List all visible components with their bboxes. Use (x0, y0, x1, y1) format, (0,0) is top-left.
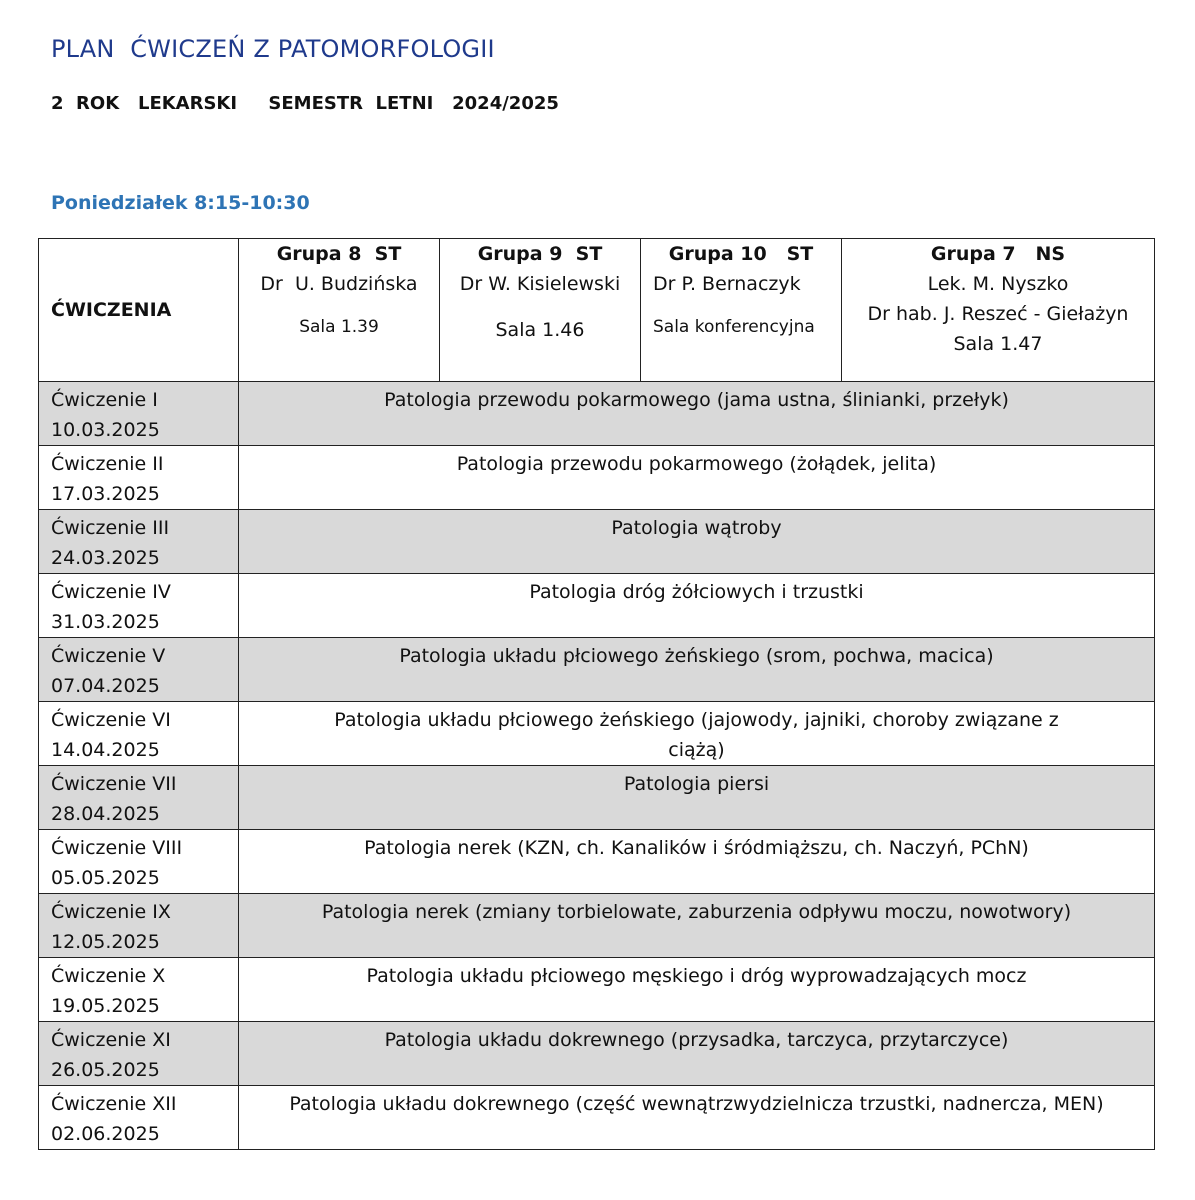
table-row (39, 638, 1155, 702)
topic-text: Patologia układu płciowego żeńskiego (srom, pochwa, macica) (399, 645, 994, 667)
topic-text: Patologia układu dokrewnego (część wewnątrzwydzielnicza trzustki, nadnercza, MEN) (289, 1093, 1104, 1115)
exercise-cell (39, 382, 239, 446)
exercise-name: Ćwiczenie VI (51, 709, 171, 731)
exercise-date: 05.05.2025 (51, 867, 160, 889)
topic-cell (239, 894, 1155, 958)
group-room: Sala 1.47 (953, 333, 1043, 355)
topic-cell (239, 382, 1155, 446)
schedule-body (39, 382, 1155, 1150)
exercise-name: Ćwiczenie VIII (51, 837, 183, 859)
topic-cell (239, 574, 1155, 638)
table-row (39, 958, 1155, 1022)
table-row (39, 702, 1155, 766)
group-name: Grupa 9 ST (477, 243, 603, 265)
group-header-cell (239, 239, 440, 382)
group-name: Grupa 8 ST (276, 243, 402, 265)
exercise-name: Ćwiczenie I (51, 389, 158, 411)
group-teacher: Dr hab. J. Reszeć - Giełażyn (867, 303, 1129, 325)
exercise-date: 19.05.2025 (51, 995, 160, 1017)
table-header-row (39, 239, 1155, 382)
table-row (39, 1086, 1155, 1150)
day-time-heading: Poniedziałek 8:15-10:30 (51, 192, 310, 214)
topic-text: Patologia układu płciowego męskiego i dróg wyprowadzających mocz (366, 965, 1027, 987)
exercise-date: 07.04.2025 (51, 675, 160, 697)
exercise-cell (39, 894, 239, 958)
group-name: Grupa 10 ST (668, 243, 814, 265)
table-row (39, 766, 1155, 830)
topic-cell (239, 958, 1155, 1022)
exercise-cell (39, 574, 239, 638)
exercise-date: 28.04.2025 (51, 803, 160, 825)
topic-text: Patologia dróg żółciowych i trzustki (529, 581, 864, 603)
topic-text: Patologia układu płciowego żeńskiego (jajowody, jajniki, choroby związane z (334, 709, 1059, 731)
exercise-name: Ćwiczenie IX (51, 901, 171, 923)
topic-text: ciążą) (668, 739, 725, 761)
topic-text: Patologia piersi (623, 773, 770, 795)
exercise-cell (39, 1086, 239, 1150)
exercises-column-header: ĆWICZENIA (39, 239, 239, 382)
group-teacher: Dr P. Bernaczyk (653, 273, 801, 295)
topic-cell (239, 1022, 1155, 1086)
table-row (39, 574, 1155, 638)
topic-text: Patologia układu dokrewnego (przysadka, tarczyca, przytarczyce) (384, 1029, 1009, 1051)
exercise-date: 02.06.2025 (51, 1123, 160, 1145)
group-room: Sala 1.39 (299, 317, 379, 337)
group-header-cell (641, 239, 842, 382)
exercise-cell (39, 958, 239, 1022)
group-header-cell (440, 239, 641, 382)
exercise-name: Ćwiczenie X (51, 965, 166, 987)
exercise-date: 31.03.2025 (51, 611, 160, 633)
topic-text: Patologia nerek (KZN, ch. Kanalików i śródmiąższu, ch. Naczyń, PChN) (364, 837, 1029, 859)
group-name: Grupa 7 NS (930, 243, 1066, 265)
group-teacher: Dr W. Kisielewski (459, 273, 621, 295)
table-row (39, 510, 1155, 574)
exercise-name: Ćwiczenie VII (51, 773, 177, 795)
group-header-cell (842, 239, 1155, 382)
exercise-name: Ćwiczenie IV (51, 581, 171, 603)
exercise-date: 24.03.2025 (51, 547, 160, 569)
group-teacher: Lek. M. Nyszko (927, 273, 1069, 295)
table-row (39, 382, 1155, 446)
exercise-date: 17.03.2025 (51, 483, 160, 505)
topic-cell (239, 638, 1155, 702)
exercise-date: 14.04.2025 (51, 739, 160, 761)
page-subtitle: 2 ROK LEKARSKI SEMESTR LETNI 2024/2025 (51, 93, 559, 114)
topic-cell (239, 510, 1155, 574)
topic-text: Patologia wątroby (611, 517, 782, 539)
exercise-name: Ćwiczenie V (51, 645, 166, 667)
table-row (39, 446, 1155, 510)
exercise-cell (39, 446, 239, 510)
topic-cell (239, 766, 1155, 830)
topic-text: Patologia przewodu pokarmowego (jama ustna, ślinianki, przełyk) (384, 389, 1009, 411)
exercise-cell (39, 830, 239, 894)
topic-cell (239, 830, 1155, 894)
page-title: PLAN ĆWICZEŃ Z PATOMORFOLOGII (51, 35, 495, 63)
exercise-cell (39, 702, 239, 766)
exercise-date: 10.03.2025 (51, 419, 160, 441)
exercise-cell (39, 766, 239, 830)
schedule-table (38, 238, 1155, 1150)
topic-cell (239, 446, 1155, 510)
table-row (39, 1022, 1155, 1086)
group-room: Sala 1.46 (495, 319, 585, 341)
table-row (39, 894, 1155, 958)
exercise-name: Ćwiczenie XI (51, 1029, 171, 1051)
topic-cell (239, 1086, 1155, 1150)
topic-cell (239, 702, 1155, 766)
group-room: Sala konferencyjna (653, 317, 815, 337)
group-teacher: Dr U. Budzińska (260, 273, 418, 295)
exercise-cell (39, 510, 239, 574)
table-row (39, 830, 1155, 894)
exercise-cell (39, 1022, 239, 1086)
exercise-name: Ćwiczenie XII (51, 1093, 177, 1115)
topic-text: Patologia przewodu pokarmowego (żołądek, jelita) (456, 453, 937, 475)
topic-text: Patologia nerek (zmiany torbielowate, zaburzenia odpływu moczu, nowotwory) (321, 901, 1072, 923)
exercise-name: Ćwiczenie II (51, 453, 164, 475)
exercise-name: Ćwiczenie III (51, 517, 170, 539)
exercise-date: 12.05.2025 (51, 931, 160, 953)
exercise-date: 26.05.2025 (51, 1059, 160, 1081)
exercise-cell (39, 638, 239, 702)
